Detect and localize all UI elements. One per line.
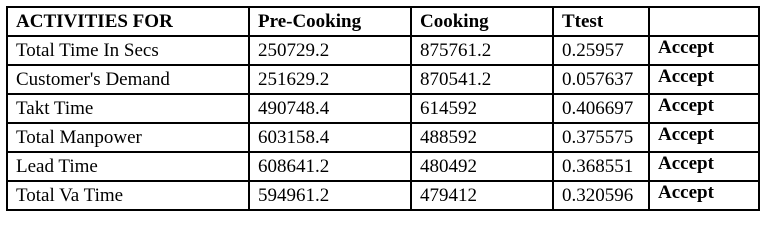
cell-cooking: 480492 — [411, 152, 553, 181]
cell-ttest: 0.320596 — [553, 181, 649, 210]
cell-pre-cooking: 490748.4 — [249, 94, 411, 123]
cell-pre-cooking: 250729.2 — [249, 36, 411, 65]
cell-result: Accept — [649, 181, 759, 210]
table-row — [7, 65, 759, 94]
cell-result: Accept — [649, 65, 759, 94]
cell-result: Accept — [649, 94, 759, 123]
table-row — [7, 123, 759, 152]
table-row — [7, 152, 759, 181]
cell-ttest: 0.406697 — [553, 94, 649, 123]
cell-cooking: 870541.2 — [411, 65, 553, 94]
results-table-container — [6, 6, 760, 211]
cell-activity: Total Manpower — [7, 123, 249, 152]
table-row — [7, 94, 759, 123]
cell-result: Accept — [649, 36, 759, 65]
cell-pre-cooking: 251629.2 — [249, 65, 411, 94]
header-ttest: Ttest — [553, 7, 649, 36]
cell-cooking: 479412 — [411, 181, 553, 210]
cell-cooking: 614592 — [411, 94, 553, 123]
cell-result: Accept — [649, 152, 759, 181]
cell-ttest: 0.057637 — [553, 65, 649, 94]
cell-pre-cooking: 594961.2 — [249, 181, 411, 210]
cell-pre-cooking: 608641.2 — [249, 152, 411, 181]
cell-pre-cooking: 603158.4 — [249, 123, 411, 152]
table-row — [7, 36, 759, 65]
cell-activity: Total Time In Secs — [7, 36, 249, 65]
cell-activity: Customer's Demand — [7, 65, 249, 94]
cell-ttest: 0.368551 — [553, 152, 649, 181]
table-header-row — [7, 7, 759, 36]
cell-activity: Takt Time — [7, 94, 249, 123]
header-activities: ACTIVITIES FOR — [7, 7, 249, 36]
cell-cooking: 875761.2 — [411, 36, 553, 65]
cell-activity: Lead Time — [7, 152, 249, 181]
cell-ttest: 0.375575 — [553, 123, 649, 152]
cell-ttest: 0.25957 — [553, 36, 649, 65]
cell-result: Accept — [649, 123, 759, 152]
table-row — [7, 181, 759, 210]
ttest-results-table — [6, 6, 760, 211]
cell-activity: Total Va Time — [7, 181, 249, 210]
header-result — [649, 7, 759, 36]
header-cooking: Cooking — [411, 7, 553, 36]
cell-cooking: 488592 — [411, 123, 553, 152]
header-pre-cooking: Pre-Cooking — [249, 7, 411, 36]
